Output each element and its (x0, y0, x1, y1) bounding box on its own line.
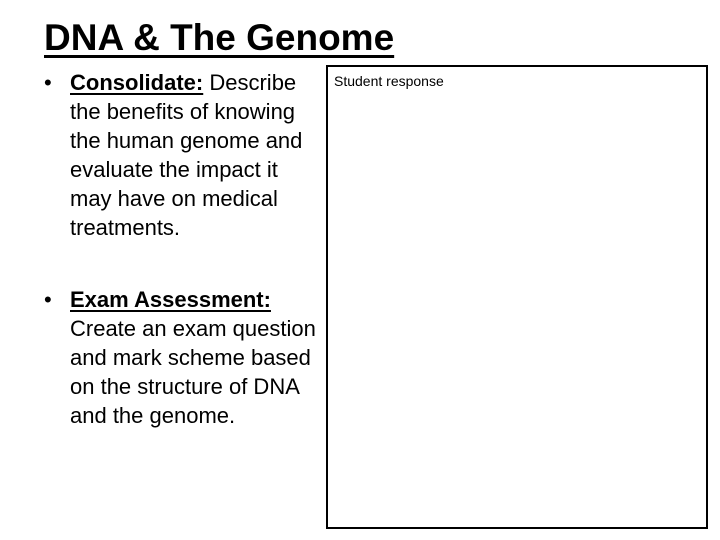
bullet-icon: • (44, 70, 52, 95)
task-consolidate-heading: Consolidate: (70, 70, 204, 95)
task-exam-assessment-body: Create an exam question and mark scheme based on the structure of DNA and the genome. (70, 316, 316, 428)
student-response-box[interactable] (326, 65, 708, 529)
task-list (44, 68, 319, 430)
task-exam-assessment (44, 285, 319, 430)
task-exam-assessment-heading: Exam Assessment: (70, 287, 271, 312)
task-consolidate-body: Describe the benefits of knowing the human genome and evaluate the impact it may have on medical treatments. (70, 70, 303, 240)
student-response-label: Student response (334, 73, 444, 89)
task-consolidate (44, 68, 319, 242)
bullet-icon: • (44, 287, 52, 312)
slide-title: DNA & The Genome (44, 17, 395, 58)
